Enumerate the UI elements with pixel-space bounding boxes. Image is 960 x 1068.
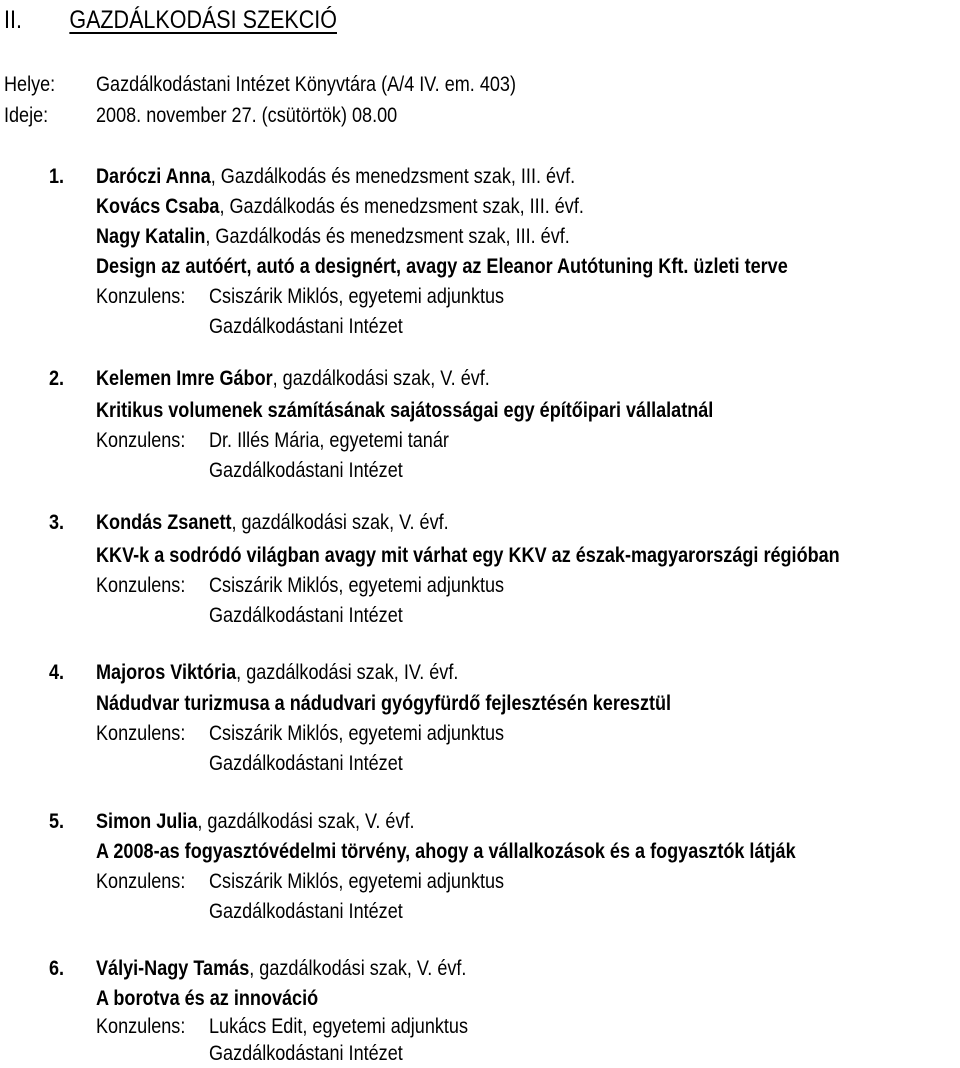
paper-title: A 2008-as fogyasztóvédelmi törvény, ahogy a vállalkozások és a fogyasztók látják (96, 840, 796, 863)
author-detail: , Gazdálkodás és menedzsment szak, III. évf. (219, 195, 584, 218)
author-name: Nagy Katalin (96, 225, 206, 248)
consultant-label: Konzulens: (96, 1015, 186, 1038)
author-detail: , gazdálkodási szak, V. évf. (249, 957, 467, 980)
author-detail: , gazdálkodási szak, V. évf. (231, 511, 449, 534)
consultant-name: Csiszárik Miklós, egyetemi adjunktus (209, 285, 505, 308)
author-name: Daróczi Anna (96, 165, 211, 188)
entry-number: 5. (49, 810, 65, 833)
consultant-name: Dr. Illés Mária, egyetemi tanár (209, 429, 449, 452)
author-detail: , gazdálkodási szak, V. évf. (197, 810, 415, 833)
entry-number: 4. (49, 661, 65, 684)
consultant-label: Konzulens: (96, 574, 186, 597)
entry-number: 3. (49, 511, 65, 534)
paper-title: KKV-k a sodródó világban avagy mit várhat egy KKV az észak-magyarországi régióban (96, 544, 840, 567)
section-title: GAZDÁLKODÁSI SZEKCIÓ (69, 6, 337, 34)
section-number: II. (4, 6, 22, 34)
institute-name: Gazdálkodástani Intézet (209, 315, 403, 338)
institute-name: Gazdálkodástani Intézet (209, 752, 403, 775)
paper-title: Design az autóért, autó a designért, avagy az Eleanor Autótuning Kft. üzleti terve (96, 255, 788, 278)
place-value: Gazdálkodástani Intézet Könyvtára (A/4 IV. em. 403) (96, 73, 516, 96)
institute-name: Gazdálkodástani Intézet (209, 1042, 403, 1065)
author-name: Vályi-Nagy Tamás (96, 957, 250, 980)
entry-number: 2. (49, 367, 65, 390)
institute-name: Gazdálkodástani Intézet (209, 900, 403, 923)
consultant-name: Csiszárik Miklós, egyetemi adjunktus (209, 722, 505, 745)
author-detail: , gazdálkodási szak, IV. évf. (236, 661, 459, 684)
consultant-label: Konzulens: (96, 285, 186, 308)
author-name: Kelemen Imre Gábor (96, 367, 273, 390)
consultant-label: Konzulens: (96, 870, 186, 893)
author-name: Simon Julia (96, 810, 198, 833)
time-label: Ideje: (4, 104, 49, 127)
author-name: Kovács Csaba (96, 195, 220, 218)
paper-title: A borotva és az innováció (96, 987, 319, 1010)
time-value: 2008. november 27. (csütörtök) 08.00 (96, 104, 398, 127)
author-name: Majoros Viktória (96, 661, 237, 684)
consultant-label: Konzulens: (96, 429, 186, 452)
consultant-label: Konzulens: (96, 722, 186, 745)
consultant-name: Lukács Edit, egyetemi adjunktus (209, 1015, 469, 1038)
entry-number: 6. (49, 957, 65, 980)
place-label: Helye: (4, 73, 56, 96)
paper-title: Kritikus volumenek számításának sajátosságai egy építőipari vállalatnál (96, 399, 714, 422)
consultant-name: Csiszárik Miklós, egyetemi adjunktus (209, 870, 505, 893)
entry-number: 1. (49, 165, 65, 188)
institute-name: Gazdálkodástani Intézet (209, 604, 403, 627)
author-detail: , Gazdálkodás és menedzsment szak, III. évf. (205, 225, 570, 248)
institute-name: Gazdálkodástani Intézet (209, 459, 403, 482)
author-detail: , gazdálkodási szak, V. évf. (272, 367, 490, 390)
consultant-name: Csiszárik Miklós, egyetemi adjunktus (209, 574, 505, 597)
section-heading (4, 2, 391, 38)
author-detail: , Gazdálkodás és menedzsment szak, III. évf. (210, 165, 576, 188)
author-name: Kondás Zsanett (96, 511, 232, 534)
paper-title: Nádudvar turizmusa a nádudvari gyógyfürdő fejlesztésén keresztül (96, 692, 672, 715)
